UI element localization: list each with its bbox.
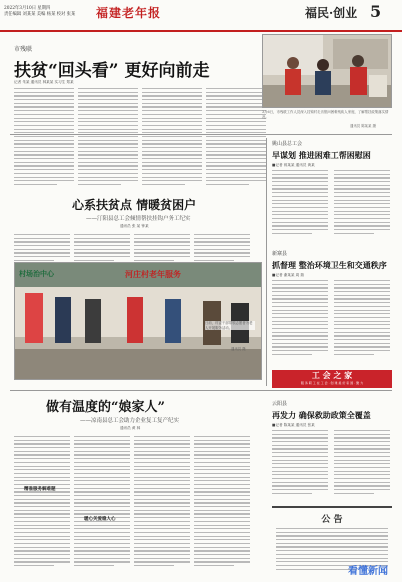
article1-title: 扶贫“回头看” 更好向前走	[14, 61, 210, 81]
column-divider	[266, 138, 267, 386]
date-text: 2022年3月10日 星期四	[4, 6, 51, 11]
page-number: 5	[370, 2, 382, 21]
article3-byline: 通讯员 张 某 钟某	[120, 224, 149, 228]
article6-col2	[334, 430, 390, 496]
issue-date-line	[4, 6, 96, 18]
article1-photo-scene	[263, 35, 391, 107]
article1-photo-caption: 3月6日，市残联工作人员深入挂钩村走访慰问困难残疾人家庭，了解帮扶政策落实情况。	[262, 110, 389, 119]
article1-col3	[142, 88, 202, 188]
article3-photo	[14, 262, 262, 380]
article3-col2	[74, 234, 130, 264]
divider-1	[10, 134, 392, 135]
union-banner	[272, 370, 392, 388]
article1-col4	[206, 88, 266, 188]
article2-col1	[272, 170, 328, 236]
article5-subtitle: ——凉南县总工会助力企业复工复产纪实	[80, 418, 180, 424]
article1-kicker: 市残联	[14, 46, 33, 53]
union-banner-title: 工 会 之 家	[311, 370, 353, 380]
watermark: 看懂新闻	[348, 566, 388, 577]
article3-title: 心系扶贫点 情暖贫困户	[72, 198, 197, 212]
article5-title: 做有温度的“娘家人”	[46, 400, 165, 415]
article5-subhead2: 暖心关爱稳人心	[84, 517, 116, 522]
article1-col2	[78, 88, 138, 188]
article4-kicker: 新寨县	[272, 251, 288, 257]
article2-byline: ■记者 蒋某某 通讯员 黄某	[272, 163, 315, 167]
union-banner-sub: 服 务 职 工 在 工 会 · 创 建 美 好 家 园 · 聚 力	[300, 381, 364, 385]
masthead: 福建老年报	[96, 6, 162, 20]
article3-col3	[134, 234, 190, 264]
notice-title: 公 告	[321, 515, 343, 525]
article5-col1	[14, 436, 70, 569]
article5-subhead1: 精准服务解难题	[24, 487, 56, 492]
article4-title: 抓督理 整治环境卫生和交通秩序	[272, 260, 387, 270]
article5-col2	[74, 436, 130, 569]
article4-col2	[334, 280, 390, 357]
article3-photo-caption: 日前，村委干部带领志愿者为老人开展服务活动。	[205, 321, 255, 330]
article6-title: 再发力 确保救助政策全覆盖	[272, 410, 371, 420]
article5-col3	[134, 436, 190, 569]
article3-col1	[14, 234, 70, 264]
article6-byline: ■记者 陈某某 通讯员 张某	[272, 423, 315, 427]
article6-col1	[272, 430, 328, 496]
divider-2	[10, 390, 392, 391]
article1-photo-credit: 通讯员 陈某某 摄	[350, 124, 376, 128]
article6-kicker: 云阳县	[272, 401, 288, 407]
editor-text: 责任编辑 刘某某 美编 杨某 校对 张某	[4, 12, 76, 17]
section-title: 福民·创业	[305, 6, 358, 20]
article4-col1	[272, 280, 328, 357]
article5-byline: 通讯员 黄 林	[120, 426, 141, 430]
article1-byline: 记者 朱某 通讯员 林某某 实习生 郑某	[14, 80, 74, 84]
article3-photo-credit: 通讯员 摄	[231, 347, 246, 351]
photo-sign-right: 河庄村老年服务	[125, 269, 181, 279]
article3-subtitle: ——汀阳县总工会倾情帮扶挂钩户务工纪实	[86, 216, 191, 222]
header-rule	[0, 30, 402, 32]
article3-col4	[194, 234, 250, 264]
article5-col4	[194, 436, 250, 569]
photo-sign-left: 村场治中心	[19, 269, 54, 278]
article2-col2	[334, 170, 390, 236]
article2-kicker: 姚山县总工会	[272, 141, 303, 147]
article1-photo	[262, 34, 392, 108]
article2-title: 早谋划 推进困难工帮困慰困	[272, 150, 371, 160]
article1-col1	[14, 88, 74, 188]
article4-byline: ■记者 谢某某 周 瑞	[272, 273, 304, 277]
